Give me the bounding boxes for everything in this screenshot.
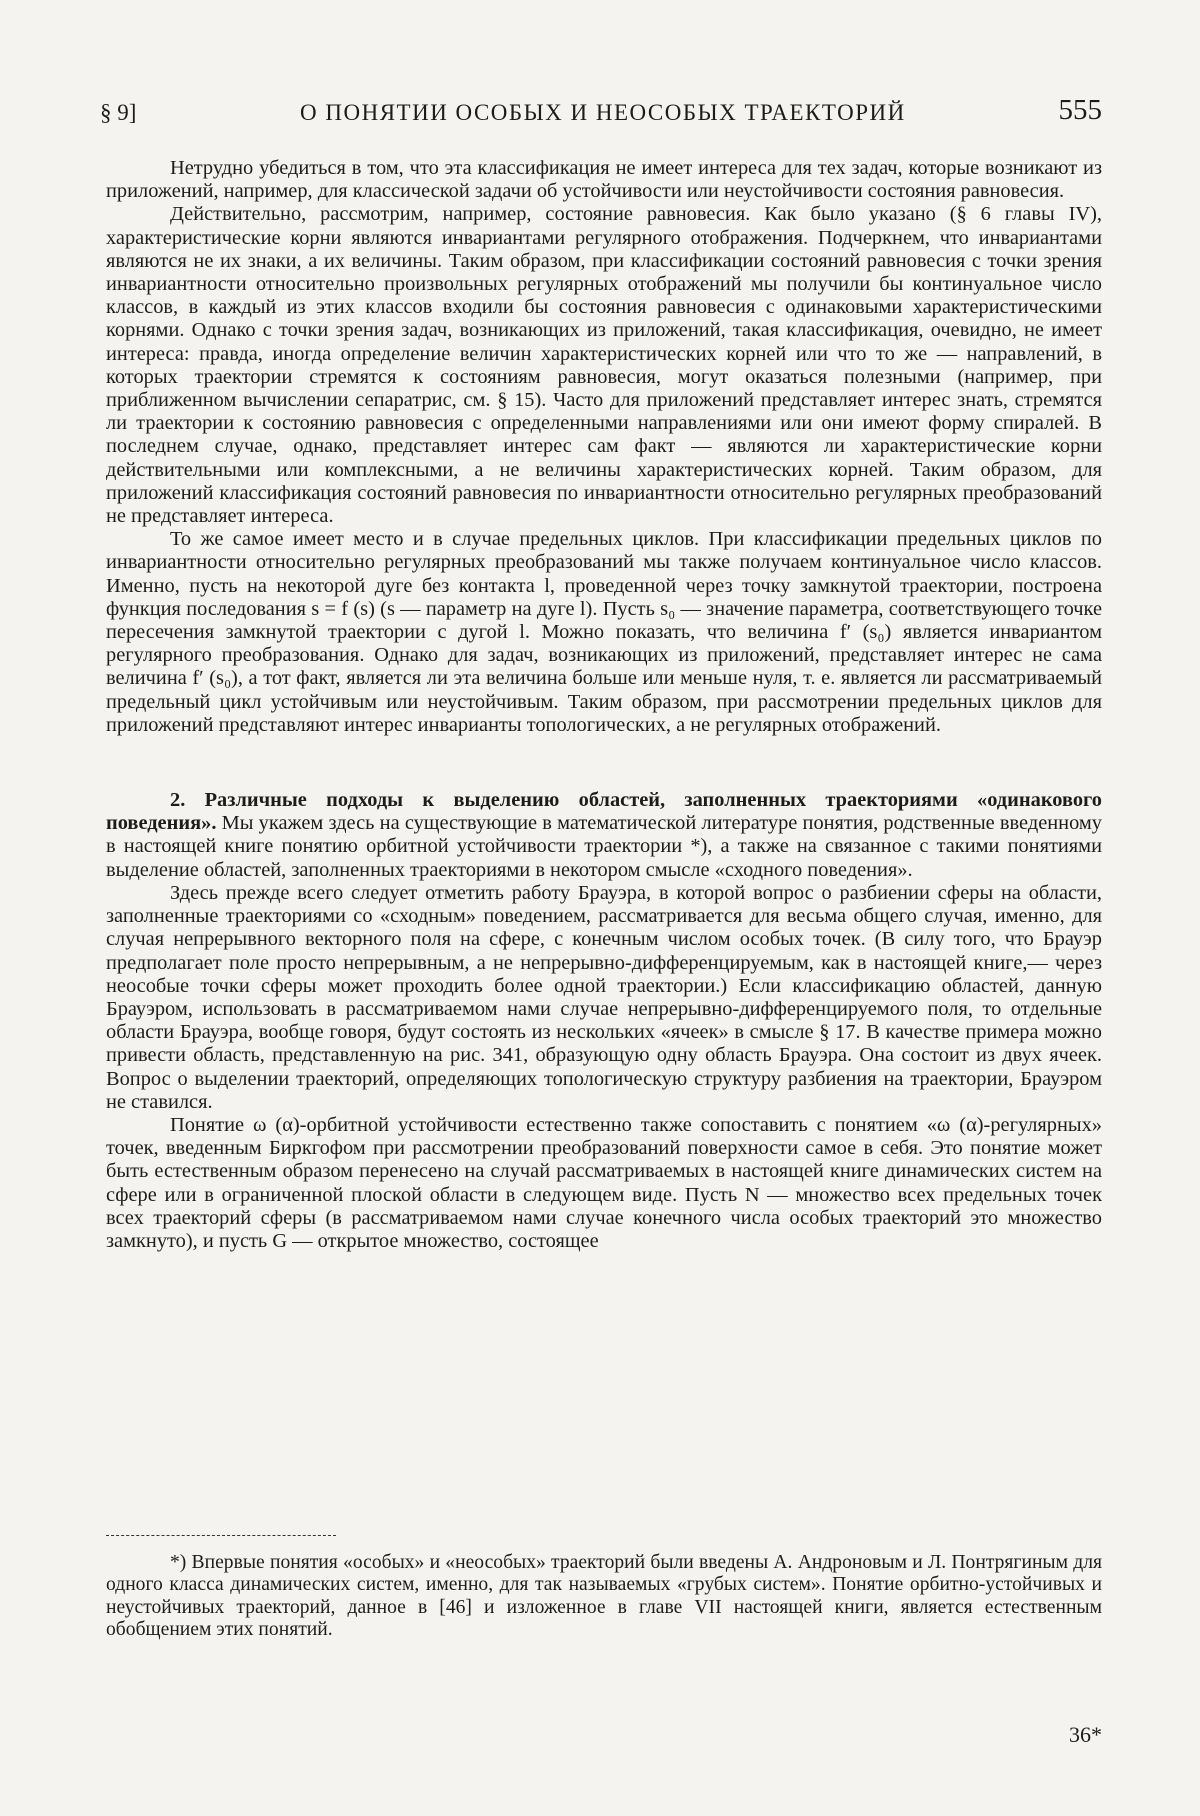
paragraph: Нетрудно убедиться в том, что эта классификация не имеет интереса для тех задач, которые возникают из приложений, например, для классической задачи об устойчивости или неустойчивости состояния равновесия. <box>106 157 1102 203</box>
running-header <box>100 92 1102 132</box>
footnote-text: *) Впервые понятия «особых» и «неособых» траекторий были введены А. Андроновым и Л. Понтрягиным для одного класса динамических систем, именно, для так называемых «грубых систем». Понятие орбитно-устойчивых и неустойчивых траекторий, данное в [46] и изложенное в главе VII настоящей книги, является естественным обобщением этих понятий. <box>106 1552 1102 1641</box>
footnote <box>106 1552 1102 1642</box>
signature-mark: 36* <box>1069 1722 1102 1747</box>
paragraph: Действительно, рассмотрим, например, состояние равновесия. Как было указано (§ 6 главы IV), характеристические корни являются инвариантами регулярного отображения. Подчеркнем, что инвариантами являются не их знаки, а их величины. Таким образом, при классификации состояний равновесия с точки зрения инвариантности относительно произвольных регулярных отображений мы получили бы континуальное число классов, в каждый из этих классов входили бы состояния равновесия с одинаковыми характеристическими корнями. Однако с точки зрения задач, возникающих из приложений, такая классификация, очевидно, не имеет интереса: правда, иногда определение величин характеристических корней или что то же — направлений, в которых траектории стремятся к состояниям равновесия, могут оказаться полезными (например, при приближенном вычислении сепаратрис, см. § 15). Часто для приложений представляет интерес знать, стремятся ли траектории к состоянию равновесия с определенными направлениями или они имеют форму спиралей. В последнем случае, однако, представляет интерес сам факт — являются ли характеристические корни действительными или комплексными, а не величины характеристических корней. Таким образом, для приложений классификация состояний равновесия по инвариантности относительно регулярных преобразований не представляет интереса. <box>106 203 1102 528</box>
page-number: 555 <box>1058 94 1102 126</box>
footnote-rule <box>106 1535 336 1536</box>
section-number: § 9] <box>100 100 137 125</box>
paragraph: Здесь прежде всего следует отметить работу Брауэра, в которой вопрос о разбиении сферы на области, заполненные траекториями со «сходным» поведением, рассматривается для весьма общего случая, именно, для случая непрерывного векторного поля на сфере, с конечным числом особых точек. (В силу того, что Брауэр предполагает поле просто непрерывным, а не непрерывно-дифференцируемым, как в настоящей книге,— через неособые точки сферы может проходить более одной траектории.) Если классификацию областей, данную Брауэром, использовать в рассматриваемом нами случае непрерывно-дифференцируемого поля, то отдельные области Брауэра, вообще говоря, будут состоять из нескольких «ячеек» в смысле § 17. В качестве примера можно привести область, представленную на рис. 341, образующую одну область Брауэра. Она состоит из двух ячеек. Вопрос о выделении траекторий, определяющих топологическую структуру разбиения на траектории, Брауэром не ставился. <box>106 881 1102 1113</box>
section-gap <box>106 737 1102 789</box>
paragraph: Понятие ω (α)-орбитной устойчивости естественно также сопоставить с понятием «ω (α)-регулярных» точек, введенным Биркгофом при рассмотрении преобразований поверхности самое в себя. Это понятие может быть естественным образом перенесено на случай рассматриваемых в настоящей книге динамических систем на сфере или в ограниченной плоской области в следующем виде. Пусть N — множество всех предельных точек всех траекторий сферы (в рассматриваемом нами случае конечного числа особых траекторий это множество замкнуто), и пусть G — открытое множество, состоящее <box>106 1113 1102 1252</box>
paragraph: То же самое имеет место и в случае предельных циклов. При классификации предельных циклов по инвариантности относительно регулярных преобразований мы также получаем континуальное число классов. Именно, пусть на некоторой дуге без контакта l, проведенной через точку замкнутой траектории, построена функция последования s = f (s) (s — параметр на дуге l). Пусть s₀ — значение параметра, соответствующего точке пересечения замкнутой траектории с дугой l. Можно показать, что величина f′ (s₀) является инвариантом регулярного преобразования. Однако для задач, возникающих из приложений, представляет интерес не сама величина f′ (s₀), а тот факт, является ли эта величина больше или меньше нуля, т. е. является ли рассматриваемый предельный цикл устойчивым или неустойчивым. Таким образом, при рассмотрении предельных циклов для приложений представляют интерес инварианты топологических, а не регулярных отображений. <box>106 528 1102 736</box>
main-text <box>106 157 1102 1253</box>
running-title: О ПОНЯТИИ ОСОБЫХ И НЕОСОБЫХ ТРАЕКТОРИЙ <box>300 100 906 125</box>
section-2-paragraph <box>106 789 1102 882</box>
section-2-heading: 2. Различные подходы к выделению областей, заполненных траекториями «одинакового поведения». <box>106 789 1102 835</box>
section-2-text: Мы укажем здесь на существующие в математической литературе понятия, родственные введенному в настоящей книге понятию орбитной устойчивости траектории *), а также на связанное с такими понятиями выделение областей, заполненных траекториями в некотором смысле «сходного поведения». <box>106 812 1102 881</box>
